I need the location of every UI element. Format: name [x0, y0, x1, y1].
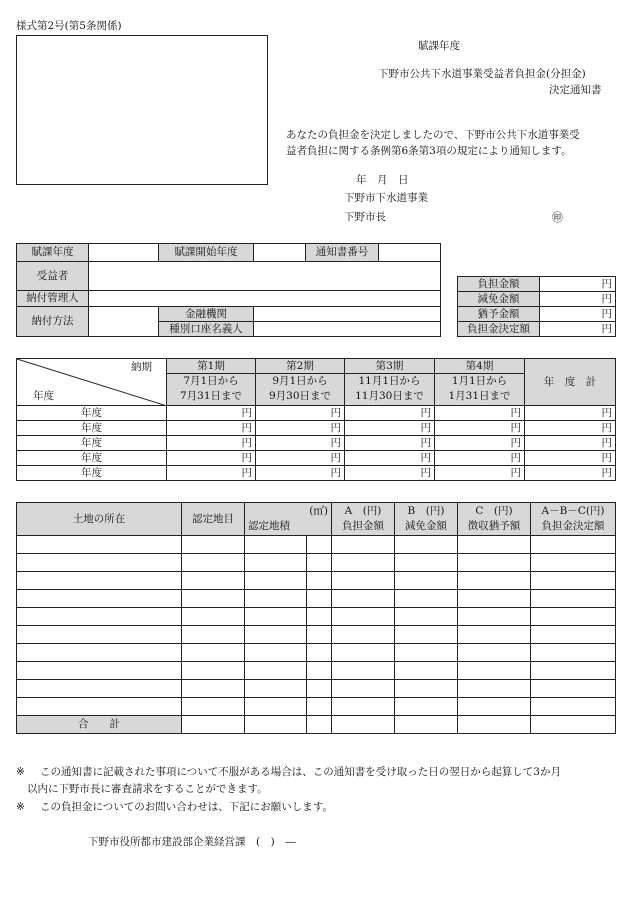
contact-info: 下野市役所都市建設部企業経営課 ( ) ― [88, 836, 296, 848]
period-to: 9月30日まで [256, 389, 345, 406]
land-a-head: A (円) [344, 505, 382, 517]
land-row [17, 662, 616, 680]
schedule-cell: 円 [345, 466, 435, 481]
account-label: 種別口座名義人 [159, 322, 254, 337]
schedule-cell: 円 [256, 406, 345, 421]
payment-manager-label: 納付管理人 [17, 291, 89, 307]
period-from: 7月1日から [167, 374, 256, 389]
schedule-row-year: 年度 [17, 466, 167, 481]
period-to: 11月30日まで [345, 389, 435, 406]
notice-body-2: 益者負担に関する条例第6条第3項の規定により通知します。 [286, 145, 572, 157]
schedule-cell: 円 [525, 421, 616, 436]
period-name: 第3期 [345, 359, 435, 374]
land-row [17, 626, 616, 644]
land-c-header [458, 503, 531, 536]
schedule-cell: 円 [345, 421, 435, 436]
schedule-row-year: 年度 [17, 436, 167, 451]
form-label: 様式第2号(第5条関係) [16, 20, 122, 32]
payment-method-label: 納付方法 [17, 307, 89, 337]
land-b-header [395, 503, 458, 536]
period-name: 第4期 [435, 359, 525, 374]
notice-title: 下野市公共下水道事業受益者負担金(分担金) [378, 68, 586, 80]
fiscal-year-value [89, 244, 159, 262]
notice-no-value [379, 244, 441, 262]
schedule-cell: 円 [256, 466, 345, 481]
schedule-table [16, 358, 616, 481]
land-area-label: 認定地積 [248, 520, 290, 532]
schedule-cell: 円 [256, 436, 345, 451]
period-name: 第2期 [256, 359, 345, 374]
land-row [17, 680, 616, 698]
land-a-label: 負担金額 [342, 520, 384, 532]
schedule-cell: 円 [256, 451, 345, 466]
payment-method-value [89, 307, 159, 337]
land-category-label: 認定地目 [182, 503, 245, 536]
amount-label: 負担金額 [458, 277, 540, 292]
schedule-cell: 円 [435, 421, 525, 436]
land-row [17, 590, 616, 608]
land-row [17, 572, 616, 590]
notice-no-label: 通知書番号 [306, 244, 379, 262]
header-fiscal-year: 賦課年度 [418, 40, 460, 52]
land-c-head: C (円) [475, 505, 513, 517]
period-name: 第1期 [167, 359, 256, 374]
schedule-row-year: 年度 [17, 406, 167, 421]
land-d-label: 負担金決定額 [541, 520, 605, 532]
schedule-cell: 円 [345, 406, 435, 421]
amount-value: 円 [540, 277, 616, 292]
start-year-label: 賦課開始年度 [159, 244, 254, 262]
schedule-cell: 円 [525, 466, 616, 481]
land-location-label: 土地の所在 [17, 503, 182, 536]
schedule-cell: 円 [345, 436, 435, 451]
payment-manager-value [89, 291, 441, 307]
period-to: 1月31日まで [435, 389, 525, 406]
deadline-label: 納期 [131, 361, 152, 373]
schedule-corner [17, 359, 167, 406]
land-row [17, 644, 616, 662]
land-row [17, 698, 616, 716]
period-to: 7月31日まで [167, 389, 256, 406]
note-2: この負担金についてのお問い合わせは、下記にお願いします。 [40, 801, 333, 813]
bank-value [254, 307, 441, 322]
schedule-cell: 円 [435, 466, 525, 481]
land-b-label: 減免金額 [405, 520, 447, 532]
note-1b: 以内に下野市長に審査請求をすることができます。 [27, 783, 268, 795]
land-b-head: B (円) [407, 505, 445, 517]
amounts-table [457, 276, 616, 337]
period-from: 11月1日から [345, 374, 435, 389]
beneficiary-value [89, 262, 441, 291]
year-label: 年度 [33, 390, 54, 402]
beneficiary-label: 受益者 [17, 262, 89, 291]
amount-value: 円 [540, 292, 616, 307]
schedule-cell: 円 [435, 451, 525, 466]
land-a-header [332, 503, 395, 536]
land-d-head: A－B－C(円) [541, 505, 605, 517]
land-table [16, 502, 616, 734]
amount-value: 円 [540, 307, 616, 322]
issuer-org: 下野市下水道事業 [344, 192, 428, 204]
land-row [17, 608, 616, 626]
land-d-header [531, 503, 616, 536]
land-area-unit: (㎡) [309, 505, 328, 517]
notice-date: 年 月 日 [356, 174, 409, 186]
schedule-cell: 円 [525, 406, 616, 421]
seal-mark: ㊞ [552, 211, 563, 224]
schedule-cell: 円 [435, 436, 525, 451]
amount-label: 減免金額 [458, 292, 540, 307]
amount-label: 猶予金額 [458, 307, 540, 322]
land-area-header [245, 503, 332, 536]
notice-title-2: 決定通知書 [549, 84, 602, 96]
period-from: 9月1日から [256, 374, 345, 389]
schedule-cell: 円 [435, 406, 525, 421]
land-row [17, 554, 616, 572]
year-total-label: 年 度 計 [525, 359, 616, 406]
schedule-cell: 円 [525, 436, 616, 451]
schedule-row-year: 年度 [17, 451, 167, 466]
note-1a: この通知書に記載された事項について不服がある場合は、この通知書を受け取った日の翌日から起算して3か月 [40, 766, 561, 778]
fiscal-year-label: 賦課年度 [17, 244, 89, 262]
period-from: 1月1日から [435, 374, 525, 389]
schedule-cell: 円 [167, 451, 256, 466]
amount-label: 負担金決定額 [458, 322, 540, 337]
land-row [17, 536, 616, 554]
notice-body-1: あなたの負担金を決定しましたので、下野市公共下水道事業受 [286, 129, 580, 141]
issuer-mayor: 下野市長 [344, 211, 386, 223]
schedule-cell: 円 [525, 451, 616, 466]
schedule-cell: 円 [167, 406, 256, 421]
land-total-label: 合 計 [17, 716, 182, 734]
note-mark-2: ※ [16, 801, 25, 813]
start-year-value [254, 244, 306, 262]
account-value [254, 322, 441, 337]
address-box [16, 35, 268, 185]
schedule-row-year: 年度 [17, 421, 167, 436]
schedule-cell: 円 [345, 451, 435, 466]
schedule-cell: 円 [167, 421, 256, 436]
land-c-label: 徴収猶予額 [467, 520, 521, 532]
schedule-cell: 円 [167, 466, 256, 481]
info-table [16, 243, 441, 337]
schedule-cell: 円 [167, 436, 256, 451]
bank-label: 金融機関 [159, 307, 254, 322]
note-mark-1: ※ [16, 766, 25, 778]
amount-value: 円 [540, 322, 616, 337]
schedule-cell: 円 [256, 421, 345, 436]
